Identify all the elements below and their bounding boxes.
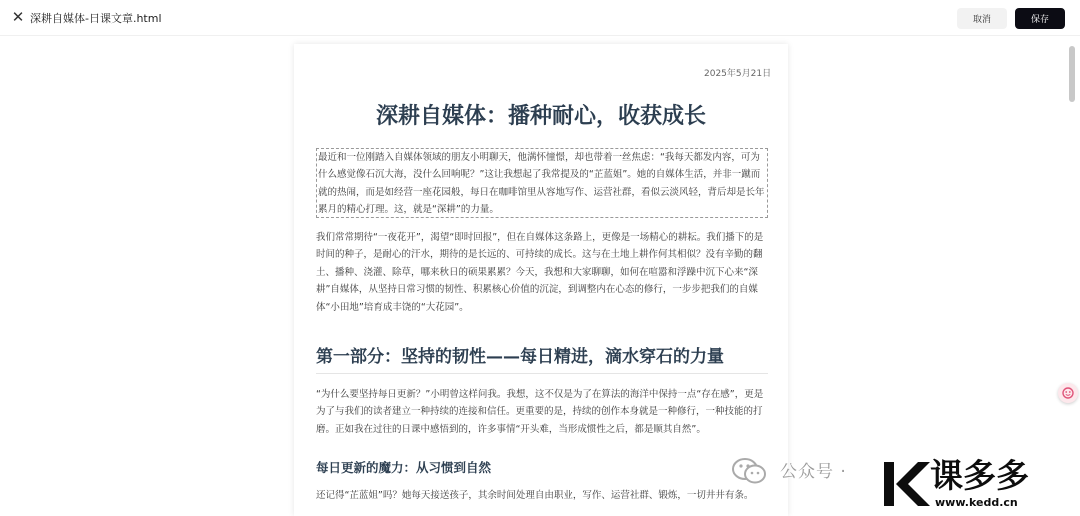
- document-title: 深耕自媒体：播种耐心，收获成长: [375, 104, 706, 129]
- scrollbar-thumb[interactable]: [1069, 46, 1075, 102]
- watermark-wechat-label: 公众号 ·: [780, 462, 847, 482]
- file-title: 深耕自媒体-日课文章.html: [30, 12, 162, 25]
- document-date: 2025年5月21日: [704, 69, 772, 79]
- paragraph[interactable]: “为什么要坚持每日更新？”小明曾这样问我。我想，这不仅是为了在算法的海洋中保持一点“存在感”，更是为了与我们的读者建立一种持续的连接和信任。更重要的是，持续的创作本身就是一种修行，一种技能的打磨。正如我在过往的日课中感悟到的，许多事情“开头难，当形成惯性之后，都是顺其自然”。: [316, 389, 764, 435]
- watermark-brand: 课多多: [930, 456, 1029, 495]
- save-button[interactable]: 保存: [1015, 8, 1065, 29]
- top-bar: [0, 0, 1080, 36]
- subheading[interactable]: 每日更新的魔力：从习惯到自然: [316, 460, 492, 475]
- section-heading[interactable]: 第一部分：坚持的韧性——每日精进，滴水穿石的力量: [316, 342, 768, 374]
- assistant-icon[interactable]: [1058, 383, 1078, 403]
- cancel-button[interactable]: 取消: [957, 8, 1007, 29]
- watermark-url: www.kedd.cn: [935, 496, 1018, 509]
- close-icon[interactable]: ✕: [11, 8, 25, 26]
- paragraph[interactable]: 我们常常期待“一夜花开”，渴望“即时回报”，但在自媒体这条路上，更像是一场精心的耕耘。我们播下的是时间的种子，是耐心的汗水，期待的是长远的、可持续的成长。这与在土地上耕作何其相似？没有辛勤的翻土、播种、浇灌、除草，哪来秋日的硕果累累？今天，我想和大家聊聊，如何在喧嚣和浮躁中沉下心来“深耕”自媒体，从坚持日常习惯的韧性、积累核心价值的沉淀，到调整内在心态的修行，一步步把我们的自媒体“小田地”培育成丰饶的“大花园”。: [316, 232, 764, 313]
- paragraph[interactable]: 还记得“芷蓝姐”吗？她每天接送孩子，其余时间处理自由职业，写作、运营社群、锻炼，一切井井有条。: [316, 490, 754, 501]
- wechat-icon: [731, 456, 769, 486]
- selected-paragraph[interactable]: 最近和一位刚踏入自媒体领域的朋友小明聊天，他满怀憧憬，却也带着一丝焦虑：“我每天都发内容，可为什么感觉像石沉大海，没什么回响呢？”这让我想起了我常提及的“芷蓝姐”。她的自媒体生活，并非一蹴而就的热闹，而是如经营一座花园般，每日在咖啡馆里从容地写作、运营社群，看似云淡风轻，背后却是长年累月的精心打理。这，就是“深耕”的力量。: [316, 148, 768, 218]
